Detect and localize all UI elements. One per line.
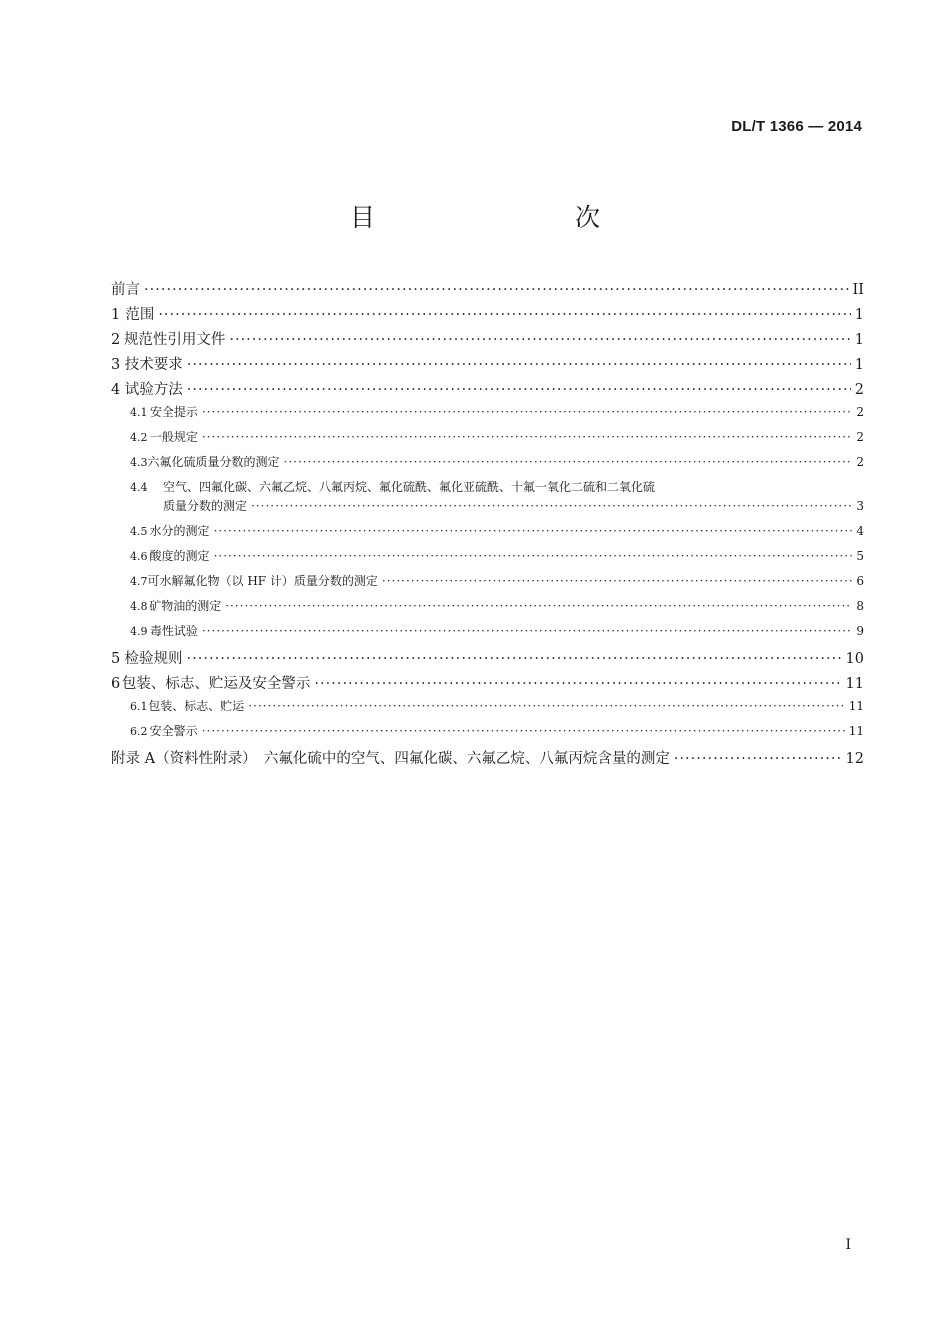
toc-entry-page: 1 xyxy=(854,332,864,348)
toc-entry-6-1[interactable] xyxy=(111,697,864,722)
toc-entry-title: 规范性引用文件 xyxy=(123,332,226,348)
toc-entry-title-continued: 质量分数的测定 xyxy=(163,499,248,513)
toc-entry-title: 毒性试验 xyxy=(149,624,198,638)
toc-entry-page: 2 xyxy=(856,455,864,469)
toc-entry-title: 六氟化硫质量分数的测定 xyxy=(147,455,280,469)
toc-entry-number: 6 xyxy=(111,676,121,692)
toc-entry-title: 包装、标志、贮运及安全警示 xyxy=(121,676,311,692)
toc-entry-page: 2 xyxy=(856,430,864,444)
toc-entry-title: 空气、四氟化碳、六氟乙烷、八氟丙烷、氟化硫酰、氟化亚硫酰、十氟一氧化二硫和二氧化硫 xyxy=(163,480,656,494)
toc-entry-number: 2 xyxy=(111,332,121,348)
toc-entry-number: 4.2 xyxy=(130,431,148,444)
toc-entry-4-9[interactable] xyxy=(111,622,864,647)
leader-dots xyxy=(314,676,841,692)
toc-entry-6-2[interactable] xyxy=(111,722,864,747)
toc-entry-4-4-continued[interactable] xyxy=(111,497,864,522)
leader-dots xyxy=(214,524,853,538)
toc-entry-page: 11 xyxy=(848,724,864,738)
toc-entry-number: 4.1 xyxy=(130,406,148,419)
leader-dots xyxy=(202,405,852,419)
toc-entry-title: 可水解氟化物（以 HF 计）质量分数的测定 xyxy=(147,574,378,588)
toc-entry-4[interactable] xyxy=(111,378,864,403)
toc-entry-title: 一般规定 xyxy=(149,430,198,444)
toc-entry-4-6[interactable] xyxy=(111,547,864,572)
toc-entry-title: 安全警示 xyxy=(149,724,198,738)
table-of-contents xyxy=(111,278,864,772)
toc-entry-page: 1 xyxy=(854,357,864,373)
toc-entry-page: 12 xyxy=(845,751,864,767)
toc-entry-4-5[interactable] xyxy=(111,522,864,547)
page-number: I xyxy=(845,1237,851,1253)
leader-dots xyxy=(144,282,849,298)
toc-entry-5[interactable] xyxy=(111,647,864,672)
toc-entry-annex-a[interactable] xyxy=(111,747,864,772)
toc-entry-page: 11 xyxy=(848,699,864,713)
leader-dots xyxy=(187,357,851,373)
leader-dots xyxy=(382,574,852,588)
toc-entry-number: 4.8 xyxy=(130,600,148,613)
leader-dots xyxy=(229,332,850,348)
toc-entry-title: 水分的测定 xyxy=(149,524,210,538)
toc-entry-title: 技术要求 xyxy=(124,357,183,373)
toc-entry-page: 2 xyxy=(854,382,864,398)
toc-entry-4-2[interactable] xyxy=(111,428,864,453)
leader-dots xyxy=(202,724,845,738)
toc-entry-6[interactable] xyxy=(111,672,864,697)
toc-entry-foreword[interactable] xyxy=(111,278,864,303)
leader-dots xyxy=(225,599,852,613)
toc-entry-page: 1 xyxy=(854,307,864,323)
toc-entry-title: 附录 A（资料性附录） 六氟化硫中的空气、四氟化碳、六氟乙烷、八氟丙烷含量的测定 xyxy=(111,751,670,767)
toc-entry-number: 4.4 xyxy=(130,481,148,494)
toc-entry-number: 4.9 xyxy=(130,625,148,638)
leader-dots xyxy=(248,699,844,713)
toc-entry-title: 酸度的测定 xyxy=(149,549,210,563)
toc-entry-number: 3 xyxy=(111,357,121,373)
toc-entry-page: 10 xyxy=(845,651,864,667)
toc-entry-3[interactable] xyxy=(111,353,864,378)
toc-entry-4-7[interactable] xyxy=(111,572,864,597)
leader-dots xyxy=(674,751,842,767)
leader-dots xyxy=(187,651,842,667)
leader-dots xyxy=(214,549,853,563)
toc-entry-page: 4 xyxy=(856,524,864,538)
toc-entry-title: 范围 xyxy=(125,307,155,323)
leader-dots xyxy=(251,499,852,513)
leader-dots xyxy=(284,455,853,469)
toc-entry-number: 4.3 xyxy=(130,456,148,469)
toc-entry-page: 11 xyxy=(845,676,864,692)
toc-entry-title: 包装、标志、贮运 xyxy=(148,699,245,713)
toc-entry-page: 8 xyxy=(856,599,864,613)
toc-entry-page: 3 xyxy=(856,499,864,513)
leader-dots xyxy=(202,624,852,638)
toc-entry-title: 矿物油的测定 xyxy=(149,599,222,613)
toc-entry-title: 试验方法 xyxy=(124,382,183,398)
toc-entry-number: 5 xyxy=(111,651,121,667)
toc-entry-number: 6.1 xyxy=(130,700,148,713)
toc-entry-page: 2 xyxy=(856,405,864,419)
toc-entry-page: 6 xyxy=(856,574,864,588)
toc-entry-page: 5 xyxy=(856,549,864,563)
toc-entry-number: 4 xyxy=(111,382,121,398)
toc-entry-title: 检验规则 xyxy=(124,651,183,667)
toc-entry-4-8[interactable] xyxy=(111,597,864,622)
toc-entry-number: 4.7 xyxy=(130,575,148,588)
leader-dots xyxy=(158,307,850,323)
toc-entry-number: 4.5 xyxy=(130,525,148,538)
toc-entry-title: 安全提示 xyxy=(149,405,198,419)
toc-entry-4-4[interactable] xyxy=(111,478,864,497)
toc-entry-number: 6.2 xyxy=(130,725,148,738)
leader-dots xyxy=(202,430,852,444)
standard-number: DL/T 1366 — 2014 xyxy=(731,118,862,135)
toc-entry-1[interactable] xyxy=(111,303,864,328)
toc-entry-4-1[interactable] xyxy=(111,403,864,428)
leader-dots xyxy=(187,382,851,398)
toc-entry-4-3[interactable] xyxy=(111,453,864,478)
toc-entry-number: 1 xyxy=(111,307,121,323)
page-title: 目 次 xyxy=(349,203,650,232)
toc-entry-title: 前言 xyxy=(111,282,140,298)
toc-entry-page: II xyxy=(852,282,864,298)
toc-entry-2[interactable] xyxy=(111,328,864,353)
toc-entry-page: 9 xyxy=(856,624,864,638)
toc-entry-number: 4.6 xyxy=(130,550,148,563)
